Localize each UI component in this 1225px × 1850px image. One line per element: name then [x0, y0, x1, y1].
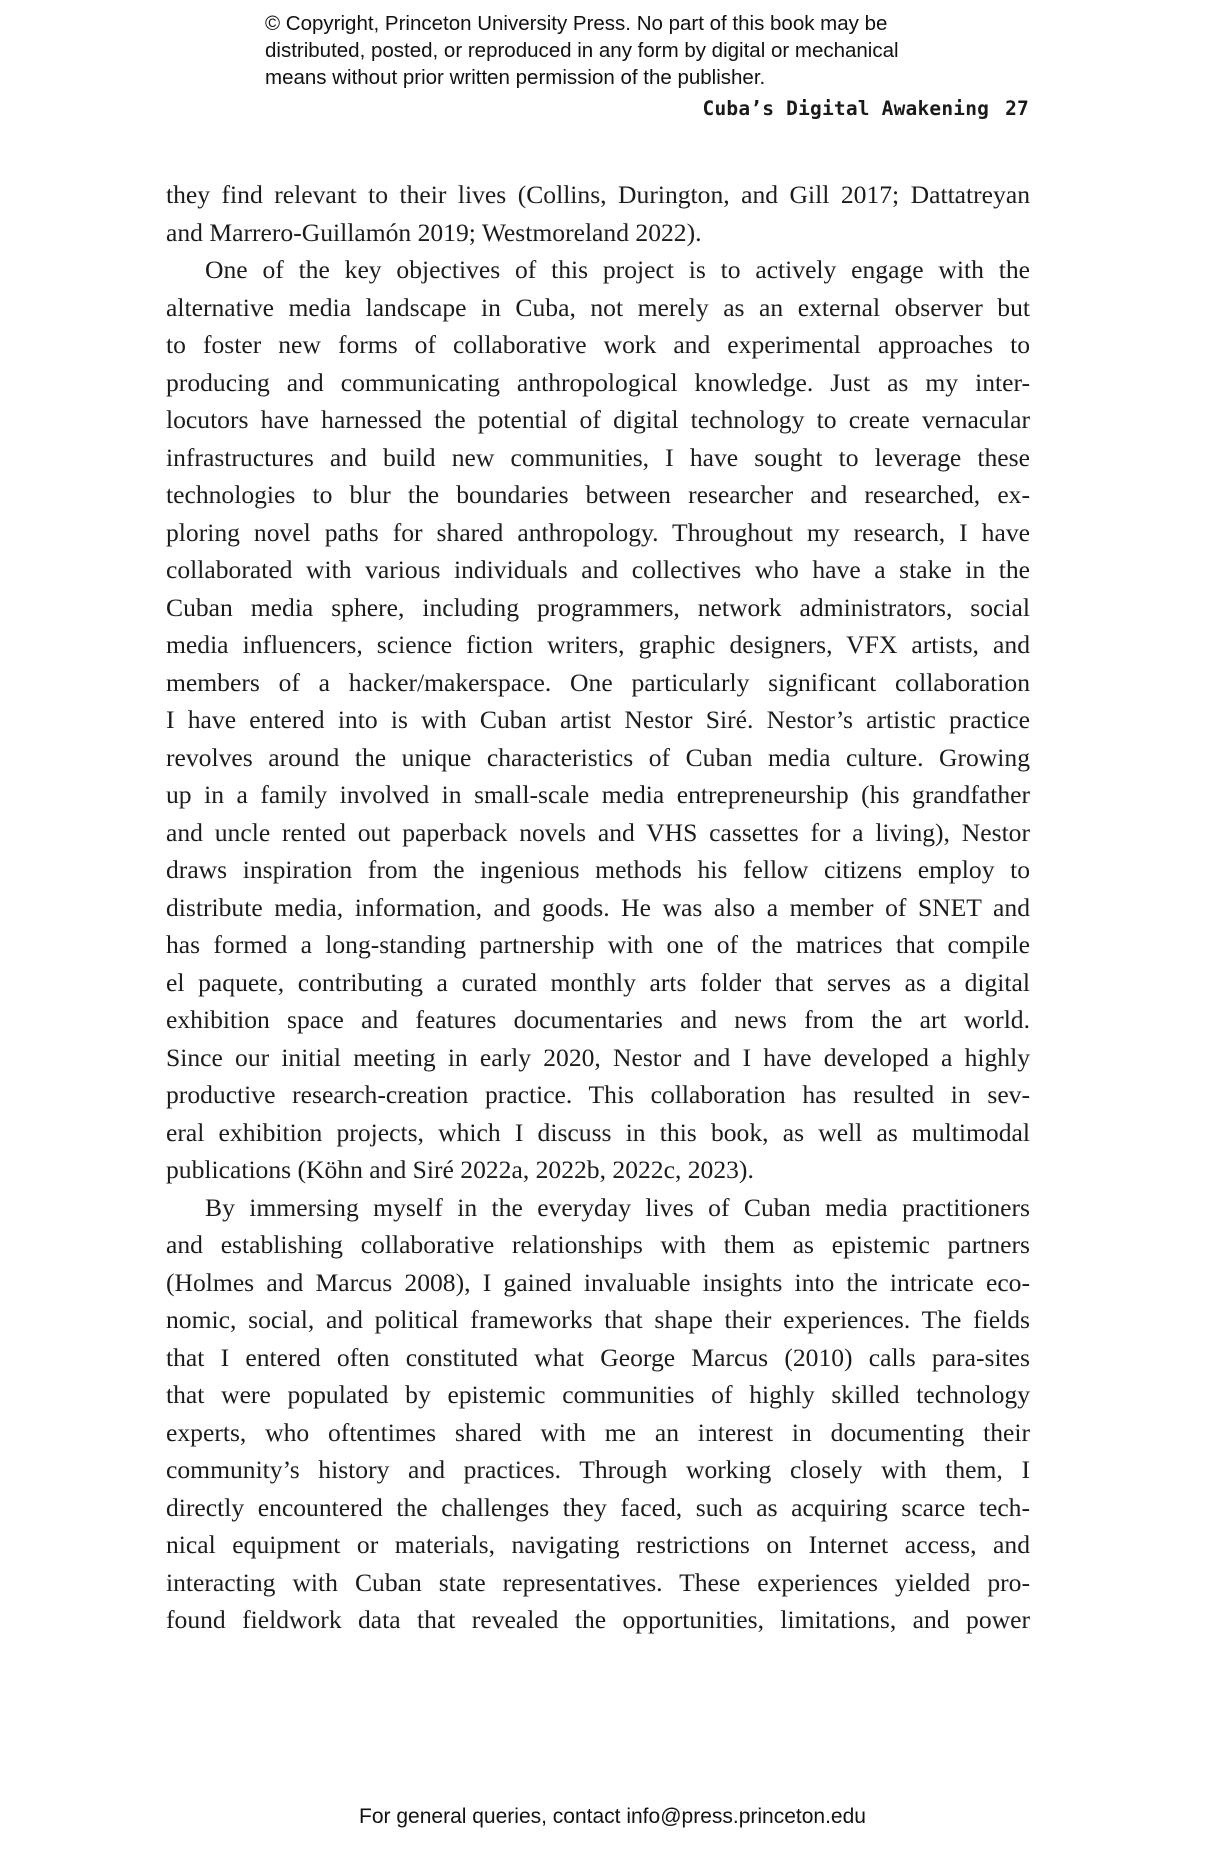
paragraph-3 — [166, 1189, 1030, 1639]
text-line: By immersing myself in the everyday lives of Cuban media practitioners — [205, 1192, 1030, 1222]
copyright-line: distributed, posted, or reproduced in any form by digital or mechanical — [265, 39, 899, 62]
text-line: infrastructures and build new communities, I have sought to leverage these — [166, 442, 1030, 472]
footer-contact: For general queries, contact info@press.princeton.edu — [359, 1805, 866, 1828]
text-line: members of a hacker/makerspace. One particularly significant collaboration — [166, 667, 1030, 697]
text-line: community’s history and practices. Through working closely with them, I — [166, 1455, 1030, 1484]
text-line: Since our initial meeting in early 2020, Nestor and I have developed a highly — [166, 1042, 1030, 1072]
text-line: distribute media, information, and goods. He was also a member of SNET and — [166, 892, 1030, 922]
copyright-notice — [265, 10, 1025, 91]
text-line: publications (Köhn and Siré 2022a, 2022b, 2022c, 2023). — [166, 1155, 754, 1184]
running-title: Cuba’s Digital Awakening — [702, 97, 990, 120]
page-number: 27 — [1005, 97, 1029, 120]
text-line: locutors have harnessed the potential of digital technology to create vernacular — [166, 405, 1030, 434]
text-line: revolves around the unique characteristics of Cuban media culture. Growing — [166, 742, 1030, 772]
text-line: collaborated with various individuals and collectives who have a stake in the — [166, 555, 1030, 584]
copyright-line: means without prior written permission of the publisher. — [265, 66, 766, 89]
text-line: producing and communicating anthropological knowledge. Just as my inter- — [166, 367, 1030, 397]
text-line: nical equipment or materials, navigating restrictions on Internet access, and — [166, 1530, 1030, 1559]
text-line: productive research-creation practice. This collaboration has resulted in sev- — [166, 1080, 1030, 1109]
text-line: and establishing collaborative relationships with them as epistemic partners — [166, 1230, 1030, 1259]
text-line: that were populated by epistemic communities of highly skilled technology — [166, 1380, 1030, 1409]
text-line: to foster new forms of collaborative work and experimental approaches to — [166, 330, 1030, 359]
text-line: directly encountered the challenges they faced, such as acquiring scarce tech- — [166, 1492, 1030, 1522]
text-line: alternative media landscape in Cuba, not merely as an external observer but — [166, 292, 1030, 322]
text-line: draws inspiration from the ingenious methods his fellow citizens employ to — [166, 855, 1030, 884]
text-line: and uncle rented out paperback novels and VHS cassettes for a living), Nestor — [166, 817, 1030, 847]
text-line: exhibition space and features documentaries and news from the art world. — [166, 1005, 1030, 1034]
paragraph-1 — [166, 176, 1030, 251]
text-line: (Holmes and Marcus 2008), I gained invaluable insights into the intricate eco- — [166, 1267, 1030, 1297]
text-line: found fieldwork data that revealed the opportunities, limitations, and power — [166, 1605, 1030, 1634]
text-line: technologies to blur the boundaries between researcher and researched, ex- — [166, 480, 1030, 509]
text-line: ploring novel paths for shared anthropology. Throughout my research, I have — [166, 517, 1030, 547]
text-line: media influencers, science fiction writers, graphic designers, VFX artists, and — [166, 630, 1030, 659]
text-line: and Marrero-Guillamón 2019; Westmoreland 2022). — [166, 217, 702, 247]
text-line: One of the key objectives of this project is to actively engage with the — [205, 255, 1030, 284]
text-line: they find relevant to their lives (Collins, Durington, and Gill 2017; Dattatreyan — [166, 180, 1030, 209]
text-line: that I entered often constituted what George Marcus (2010) calls para-sites — [166, 1342, 1030, 1372]
copyright-line: © Copyright, Princeton University Press. No part of this book may be — [265, 12, 888, 35]
text-line: experts, who oftentimes shared with me an interest in documenting their — [166, 1417, 1030, 1447]
text-line: has formed a long-standing partnership with one of the matrices that compile — [166, 930, 1030, 959]
text-line: interacting with Cuban state representatives. These experiences yielded pro- — [166, 1567, 1030, 1597]
body-text — [166, 176, 1030, 1639]
text-line: I have entered into is with Cuban artist Nestor Siré. Nestor’s artistic practice — [166, 705, 1030, 734]
running-head — [703, 97, 1029, 120]
text-line: eral exhibition projects, which I discuss in this book, as well as multimodal — [166, 1117, 1030, 1147]
text-line: up in a family involved in small-scale media entrepreneurship (his grandfather — [166, 780, 1030, 809]
paragraph-2 — [166, 251, 1030, 1189]
text-line: Cuban media sphere, including programmers, network administrators, social — [166, 592, 1030, 622]
text-line: nomic, social, and political frameworks that shape their experiences. The fields — [166, 1305, 1030, 1334]
text-line: el paquete, contributing a curated monthly arts folder that serves as a digital — [166, 967, 1030, 997]
